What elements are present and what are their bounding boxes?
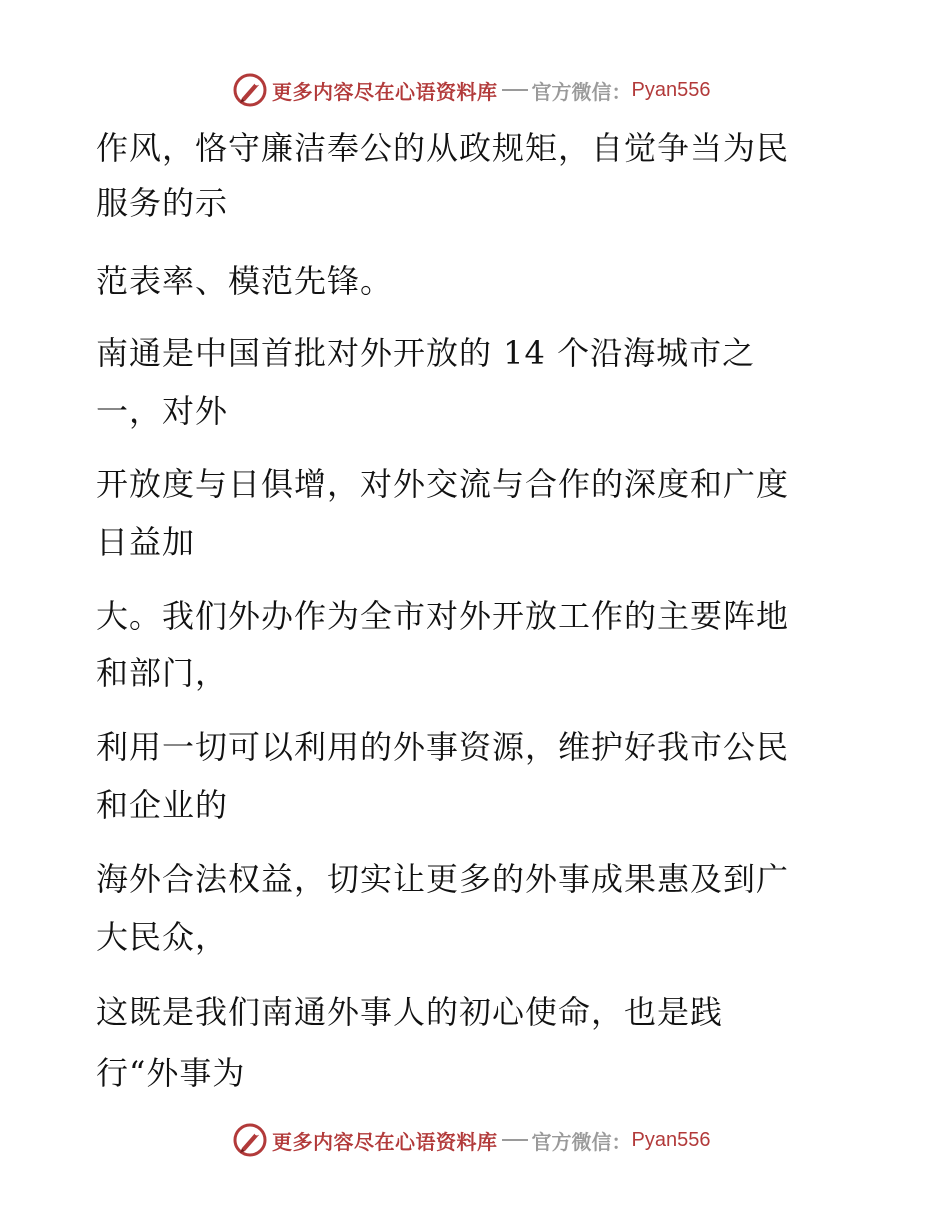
body-line: 作风，恪守廉洁奉公的从政规矩，自觉争当为民 — [96, 129, 790, 167]
body-line: 这既是我们南通外事人的初心使命，也是践 — [96, 993, 724, 1031]
body-line: 南通是中国首批对外开放的 14 个沿海城市之 — [96, 334, 756, 372]
body-line: 行“外事为 — [96, 1054, 246, 1092]
body-line: 服务的示 — [96, 184, 229, 222]
body-line: 大民众， — [96, 918, 229, 956]
footer-banner — [232, 1120, 710, 1160]
body-line: 范表率、模范先锋。 — [96, 262, 394, 300]
body-line: 日益加 — [96, 523, 196, 561]
body-line: 和部门， — [96, 654, 229, 692]
banner-dash — [502, 1139, 528, 1141]
body-line: 开放度与日俱增，对外交流与合作的深度和广度 — [96, 465, 790, 503]
banner-wechat-label: 官方微信： — [531, 79, 632, 104]
banner-promo-text: 更多内容尽在心语资料库 — [272, 1129, 498, 1154]
banner-wechat-label: 官方微信： — [531, 1129, 632, 1154]
body-line: 大。我们外办作为全市对外开放工作的主要阵地 — [96, 597, 790, 635]
body-line: 利用一切可以利用的外事资源，维护好我市公民 — [96, 728, 790, 766]
banner-dash — [502, 89, 528, 91]
banner-promo-text: 更多内容尽在心语资料库 — [272, 79, 498, 104]
banner-wechat-id: Pyan556 — [631, 78, 711, 101]
pen-logo-icon — [232, 72, 268, 108]
body-line: 和企业的 — [96, 786, 229, 824]
body-line: 海外合法权益，切实让更多的外事成果惠及到广 — [96, 860, 790, 898]
header-banner — [232, 70, 710, 110]
pen-logo-icon — [232, 1122, 268, 1158]
banner-wechat-id: Pyan556 — [631, 1128, 711, 1151]
body-line: 一，对外 — [96, 392, 229, 430]
